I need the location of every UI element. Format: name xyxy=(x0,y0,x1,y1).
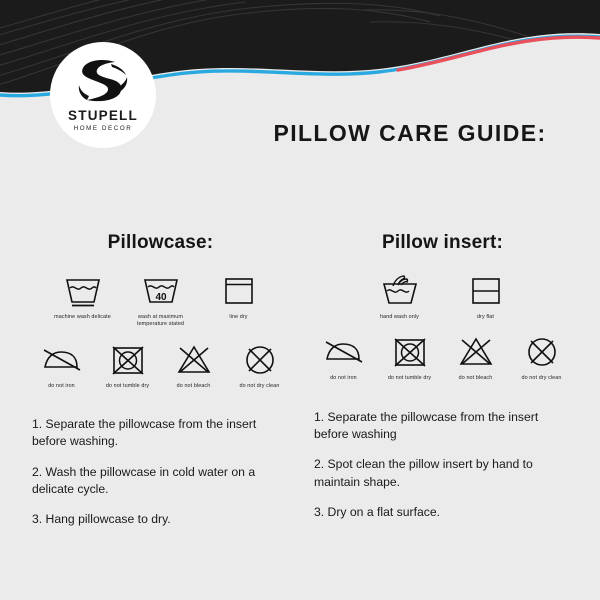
caption: dry flat xyxy=(477,314,494,320)
page-title: PILLOW CARE GUIDE: xyxy=(273,120,547,146)
do-not-bleach-icon xyxy=(171,341,217,379)
caption: do not tumble dry xyxy=(387,375,432,382)
caption: hand wash only xyxy=(380,314,419,320)
stupell-swoosh-logo-icon xyxy=(77,58,129,109)
wash-max-temperature-40-icon xyxy=(138,272,184,310)
brand-logo xyxy=(50,42,156,148)
brand-name: STUPELL xyxy=(68,108,138,124)
symbol-do-not-dry-clean xyxy=(232,341,288,390)
caption: do not iron xyxy=(330,375,357,382)
brand-tagline: HOME DECOR xyxy=(73,124,133,132)
symbol-do-not-tumble-dry xyxy=(382,333,438,382)
symbol-dry-flat xyxy=(458,272,514,321)
svg-text:40: 40 xyxy=(154,292,167,303)
machine-wash-delicate-icon xyxy=(60,272,106,310)
section-title-pillow-insert: Pillow insert: xyxy=(381,232,504,253)
caption: line dry xyxy=(229,314,248,320)
do-not-iron-icon xyxy=(39,341,85,379)
caption: do not dry clean xyxy=(521,375,562,382)
caption: do not bleach xyxy=(176,382,211,389)
symbol-line-dry xyxy=(211,272,267,321)
caption: machine wash delicate xyxy=(54,314,111,320)
do-not-bleach-icon xyxy=(453,333,499,371)
symbol-hand-wash-only xyxy=(372,272,428,321)
step-item: 3. Dry on a flat surface. xyxy=(314,504,440,519)
caption: do not dry clean xyxy=(239,382,280,389)
step-item: 2. Spot clean the pillow insert by hand to maintain shape. xyxy=(314,457,533,489)
section-pillowcase xyxy=(28,232,293,542)
symbol-row-prohibited-right xyxy=(310,333,575,382)
dry-flat-icon xyxy=(463,272,509,310)
hand-wash-only-icon xyxy=(377,272,423,310)
line-dry-icon xyxy=(216,272,262,310)
symbol-row-prohibited-left xyxy=(28,341,293,390)
step-item: 2. Wash the pillowcase in cold water on a delicate cycle. xyxy=(32,464,256,496)
symbol-do-not-bleach xyxy=(166,341,222,390)
do-not-dry-clean-icon xyxy=(519,333,565,371)
step-item: 3. Hang pillowcase to dry. xyxy=(32,512,171,527)
caption: do not iron xyxy=(48,382,75,389)
section-title-pillowcase: Pillowcase: xyxy=(107,232,214,253)
do-not-dry-clean-icon xyxy=(237,341,283,379)
symbol-machine-wash-delicate xyxy=(55,272,111,321)
symbol-do-not-bleach xyxy=(448,333,504,382)
symbol-do-not-dry-clean xyxy=(514,333,570,382)
steps-pillowcase xyxy=(28,416,293,529)
symbol-do-not-iron xyxy=(316,333,372,382)
section-pillow-insert xyxy=(310,232,575,534)
caption: do not bleach xyxy=(458,375,493,382)
do-not-iron-icon xyxy=(321,333,367,371)
symbol-do-not-iron xyxy=(34,341,90,390)
symbol-wash-max-temperature xyxy=(133,272,189,329)
caption: do not tumble dry xyxy=(105,382,150,389)
do-not-tumble-dry-icon xyxy=(105,341,151,379)
step-item: 1. Separate the pillowcase from the insert before washing. xyxy=(32,416,257,449)
steps-pillow-insert xyxy=(310,409,575,522)
symbol-do-not-tumble-dry xyxy=(100,341,156,390)
step-item: 1. Separate the pillowcase from the insert before washing xyxy=(314,409,539,441)
caption: wash at maximum temperature stated xyxy=(136,314,185,328)
symbol-row-primary-left xyxy=(28,272,293,329)
symbol-row-primary-right xyxy=(310,272,575,321)
do-not-tumble-dry-icon xyxy=(387,333,433,371)
